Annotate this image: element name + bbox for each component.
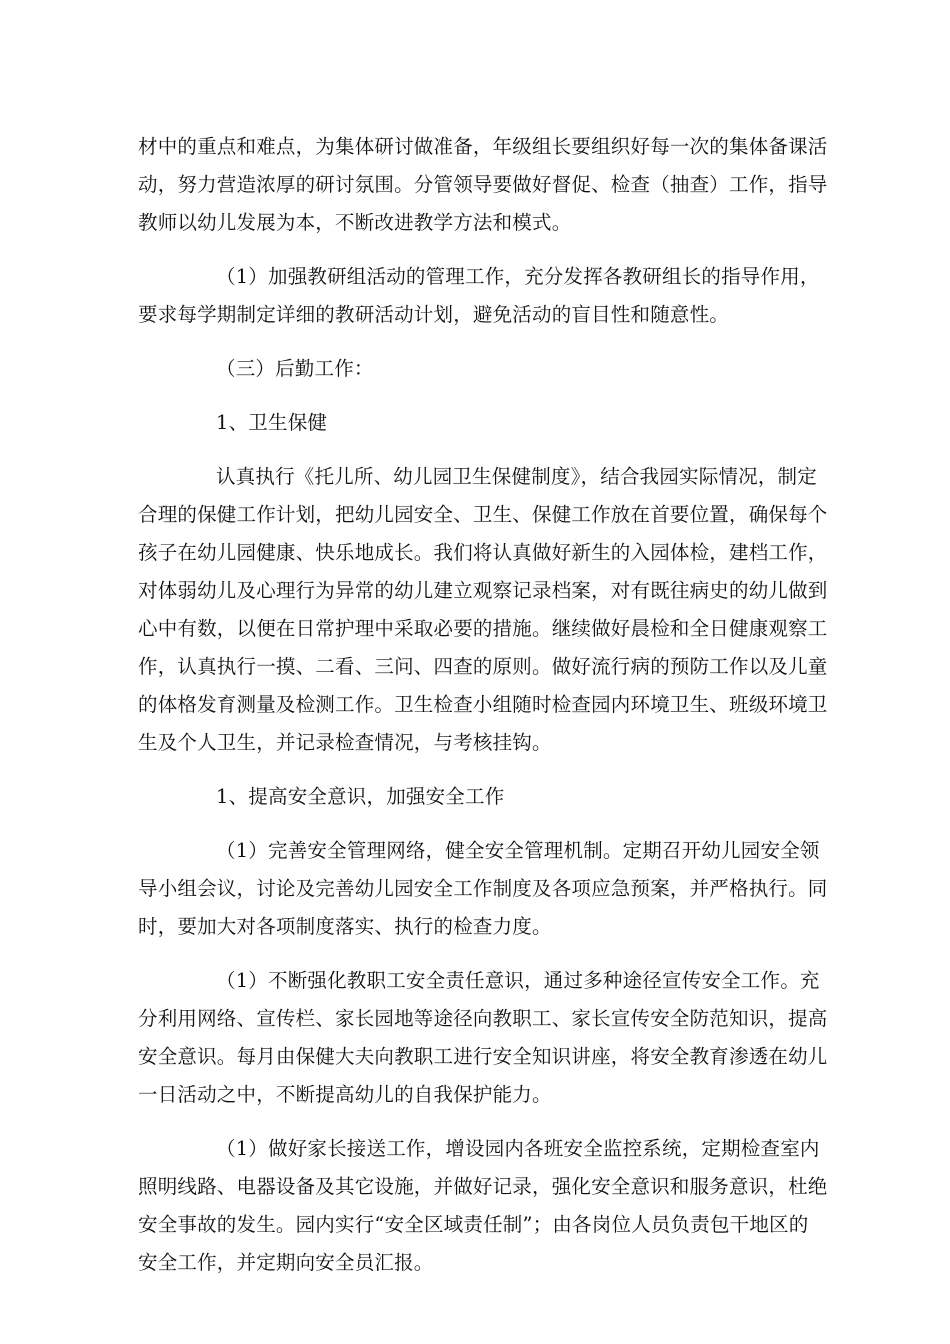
- text-line: 一日活动之中，不断提高幼儿的自我保护能力。: [138, 1083, 552, 1106]
- text-line: 作，认真执行一摸、二看、三问、四查的原则。做好流行病的预防工作以及儿童: [138, 655, 828, 678]
- section-heading-logistics: [138, 350, 813, 388]
- text-line: 合理的保健工作计划，把幼儿园安全、卫生、保健工作放在首要位置，确保每个: [138, 503, 828, 526]
- heading-text: （三）后勤工作：: [216, 357, 374, 380]
- text-line: 导小组会议，讨论及完善幼儿园安全工作制度及各项应急预案，并严格执行。同: [138, 877, 828, 900]
- text-line: 照明线路、电器设备及其它设施，并做好记录，强化安全意识和服务意识，杜绝: [138, 1175, 828, 1198]
- paragraph-continuation: [138, 128, 828, 242]
- text-line: 安全工作，并定期向安全员汇报。: [138, 1251, 434, 1274]
- text-line: 时，要加大对各项制度落实、执行的检查力度。: [138, 915, 552, 938]
- text-line: 安全事故的发生。园内实行“安全区域责任制”；由各岗位人员负责包干地区的: [138, 1213, 809, 1236]
- text-line: 教师以幼儿发展为本，不断改进教学方法和模式。: [138, 211, 572, 234]
- text-line: 孩子在幼儿园健康、快乐地成长。我们将认真做好新生的入园体检，建档工作，: [138, 541, 828, 564]
- paragraph-pickup-safety: [138, 1130, 828, 1282]
- text-line: 要求每学期制定详细的教研活动计划，避免活动的盲目性和随意性。: [138, 303, 730, 326]
- text-line: 安全意识。每月由保健大夫向教职工进行安全知识讲座，将安全教育渗透在幼儿: [138, 1045, 828, 1068]
- document-body: [138, 128, 828, 1282]
- text-line: （1）不断强化教职工安全责任意识，通过多种途径宣传安全工作。充: [216, 969, 820, 992]
- paragraph-health-care: [138, 458, 828, 762]
- text-line: （1）加强教研组活动的管理工作，充分发挥各教研组长的指导作用，: [216, 265, 820, 288]
- subheading-health-care: [138, 404, 813, 442]
- text-line: 生及个人卫生，并记录检查情况，与考核挂钩。: [138, 731, 552, 754]
- heading-text: 1、卫生保健: [216, 411, 328, 434]
- text-line: 动，努力营造浓厚的研讨氛围。分管领导要做好督促、检查（抽查）工作，指导: [138, 173, 828, 196]
- text-line: （1）完善安全管理网络，健全安全管理机制。定期召开幼儿园安全领: [216, 839, 820, 862]
- text-line: 分利用网络、宣传栏、家长园地等途径向教职工、家长宣传安全防范知识，提高: [138, 1007, 828, 1030]
- paragraph-safety-network: [138, 832, 828, 946]
- text-line: 认真执行《托儿所、幼儿园卫生保健制度》，结合我园实际情况，制定: [216, 465, 817, 488]
- subheading-safety: [138, 778, 813, 816]
- paragraph-safety-awareness: [138, 962, 828, 1114]
- text-line: 心中有数，以便在日常护理中采取必要的措施。继续做好晨检和全日健康观察工: [138, 617, 828, 640]
- text-line: 材中的重点和难点，为集体研讨做准备，年级组长要组织好每一次的集体备课活: [138, 135, 828, 158]
- text-line: 对体弱幼儿及心理行为异常的幼儿建立观察记录档案，对有既往病史的幼儿做到: [138, 579, 828, 602]
- paragraph-research-management: [138, 258, 820, 334]
- text-line: 的体格发育测量及检测工作。卫生检查小组随时检查园内环境卫生、班级环境卫: [138, 693, 828, 716]
- text-line: （1）做好家长接送工作，增设园内各班安全监控系统，定期检查室内: [216, 1137, 820, 1160]
- heading-text: 1、提高安全意识，加强安全工作: [216, 785, 505, 808]
